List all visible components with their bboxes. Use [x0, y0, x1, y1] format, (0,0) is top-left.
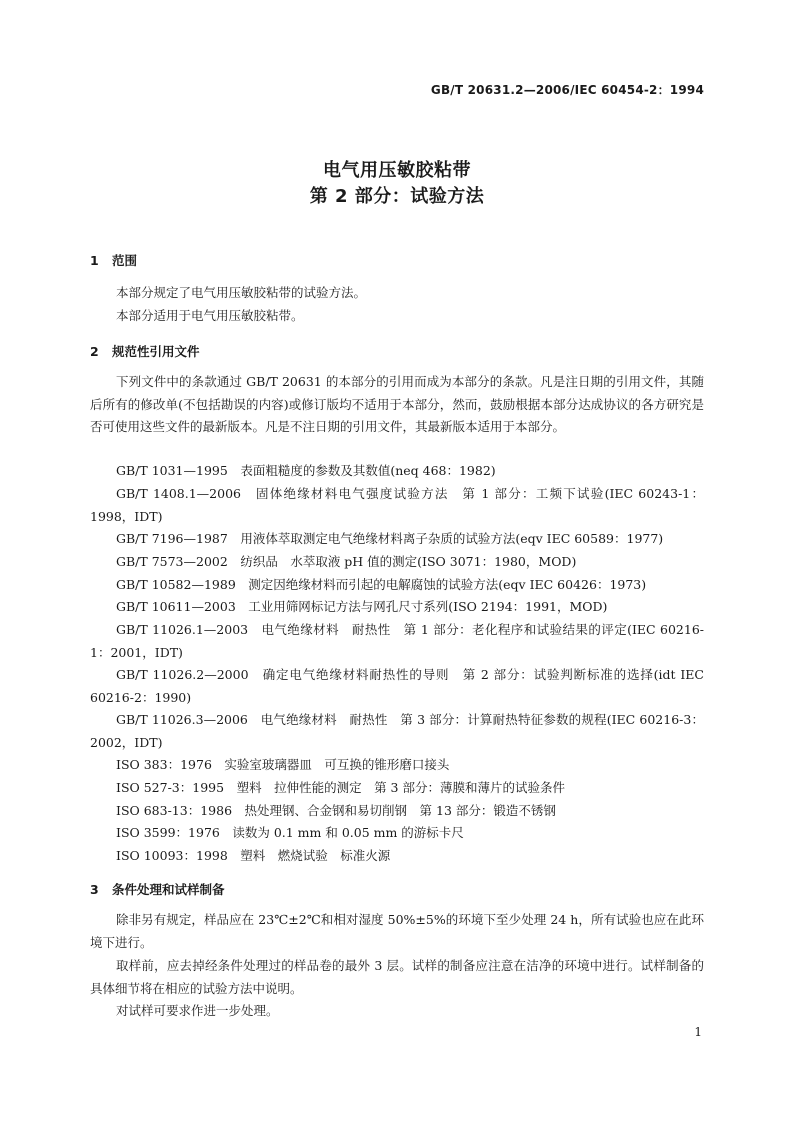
- section-title: 范围: [112, 253, 138, 268]
- reference-item: ISO 10093：1998 塑料 燃烧试验 标准火源: [116, 848, 391, 863]
- reference-item: GB/T 11026.2—2000 确定电气绝缘材料耐热性的导则 第 2 部分：试验判断标准的选择(idt IEC 60216-2：1990): [90, 667, 704, 705]
- reference-item: GB/T 1031—1995 表面粗糙度的参数及其数值(neq 468：1982): [116, 463, 496, 478]
- section-number: 1: [90, 253, 99, 268]
- conditioning-paragraph-1: 除非另有规定，样品应在 23℃±2℃和相对湿度 50%±5%的环境下至少处理 24 h，所有试验也应在此环境下进行。: [90, 912, 704, 950]
- reference-item: ISO 3599：1976 读数为 0.1 mm 和 0.05 mm 的游标卡尺: [116, 825, 464, 840]
- section-3-heading: [90, 880, 225, 898]
- reference-item: GB/T 1408.1—2006 固体绝缘材料电气强度试验方法 第 1 部分：工频下试验(IEC 60243-1：1998，IDT): [90, 486, 704, 524]
- section-2-heading: [90, 342, 200, 360]
- references-intro: 下列文件中的条款通过 GB/T 20631 的本部分的引用而成为本部分的条款。凡是注日期的引用文件，其随后所有的修改单(不包括勘误的内容)或修订版均不适用于本部分，然而，鼓励根据本部分达成协议的各方研究是否可使用这些文件的最新版本。凡是不注日期的引用文件，其最新版本适用于本部分。: [90, 374, 704, 435]
- reference-item: ISO 383：1976 实验室玻璃器皿 可互换的锥形磨口接头: [116, 757, 450, 772]
- section-1-heading: [90, 251, 137, 269]
- conditioning-paragraph-2: 取样前，应去掉经条件处理过的样品卷的最外 3 层。试样的制备应注意在洁净的环境中进行。试样制备的具体细节将在相应的试验方法中说明。: [90, 958, 704, 996]
- scope-paragraph-1: 本部分规定了电气用压敏胶粘带的试验方法。: [116, 285, 367, 300]
- scope-paragraph-2: 本部分适用于电气用压敏胶粘带。: [116, 308, 304, 323]
- reference-item: GB/T 10611—2003 工业用筛网标记方法与网孔尺寸系列(ISO 2194：1991，MOD): [116, 599, 608, 614]
- reference-item: GB/T 11026.1—2003 电气绝缘材料 耐热性 第 1 部分：老化程序和试验结果的评定(IEC 60216-1：2001，IDT): [90, 622, 704, 660]
- document-subtitle: 第 2 部分：试验方法: [309, 186, 485, 207]
- section-number: 3: [90, 882, 99, 897]
- page-number: 1: [694, 1025, 702, 1039]
- reference-item: GB/T 11026.3—2006 电气绝缘材料 耐热性 第 3 部分：计算耐热特征参数的规程(IEC 60216-3：2002，IDT): [90, 712, 704, 750]
- section-title: 条件处理和试样制备: [112, 882, 225, 897]
- conditioning-paragraph-3: 对试样可要求作进一步处理。: [116, 1003, 279, 1018]
- document-title: 电气用压敏胶粘带: [323, 160, 471, 181]
- standard-code: GB/T 20631.2—2006/IEC 60454-2：1994: [430, 83, 704, 97]
- reference-item: GB/T 10582—1989 测定因绝缘材料而引起的电解腐蚀的试验方法(eqv IEC 60426：1973): [116, 577, 647, 592]
- reference-item: ISO 527-3：1995 塑料 拉伸性能的测定 第 3 部分：薄膜和薄片的试验条件: [116, 780, 565, 795]
- section-title: 规范性引用文件: [112, 344, 200, 359]
- section-number: 2: [90, 344, 99, 359]
- reference-item: GB/T 7196—1987 用液体萃取测定电气绝缘材料离子杂质的试验方法(eqv IEC 60589：1977): [116, 531, 664, 546]
- reference-item: GB/T 7573—2002 纺织品 水萃取液 pH 值的测定(ISO 3071：1980，MOD): [116, 554, 577, 569]
- reference-item: ISO 683-13：1986 热处理钢、合金钢和易切削钢 第 13 部分：锻造不锈钢: [116, 803, 556, 818]
